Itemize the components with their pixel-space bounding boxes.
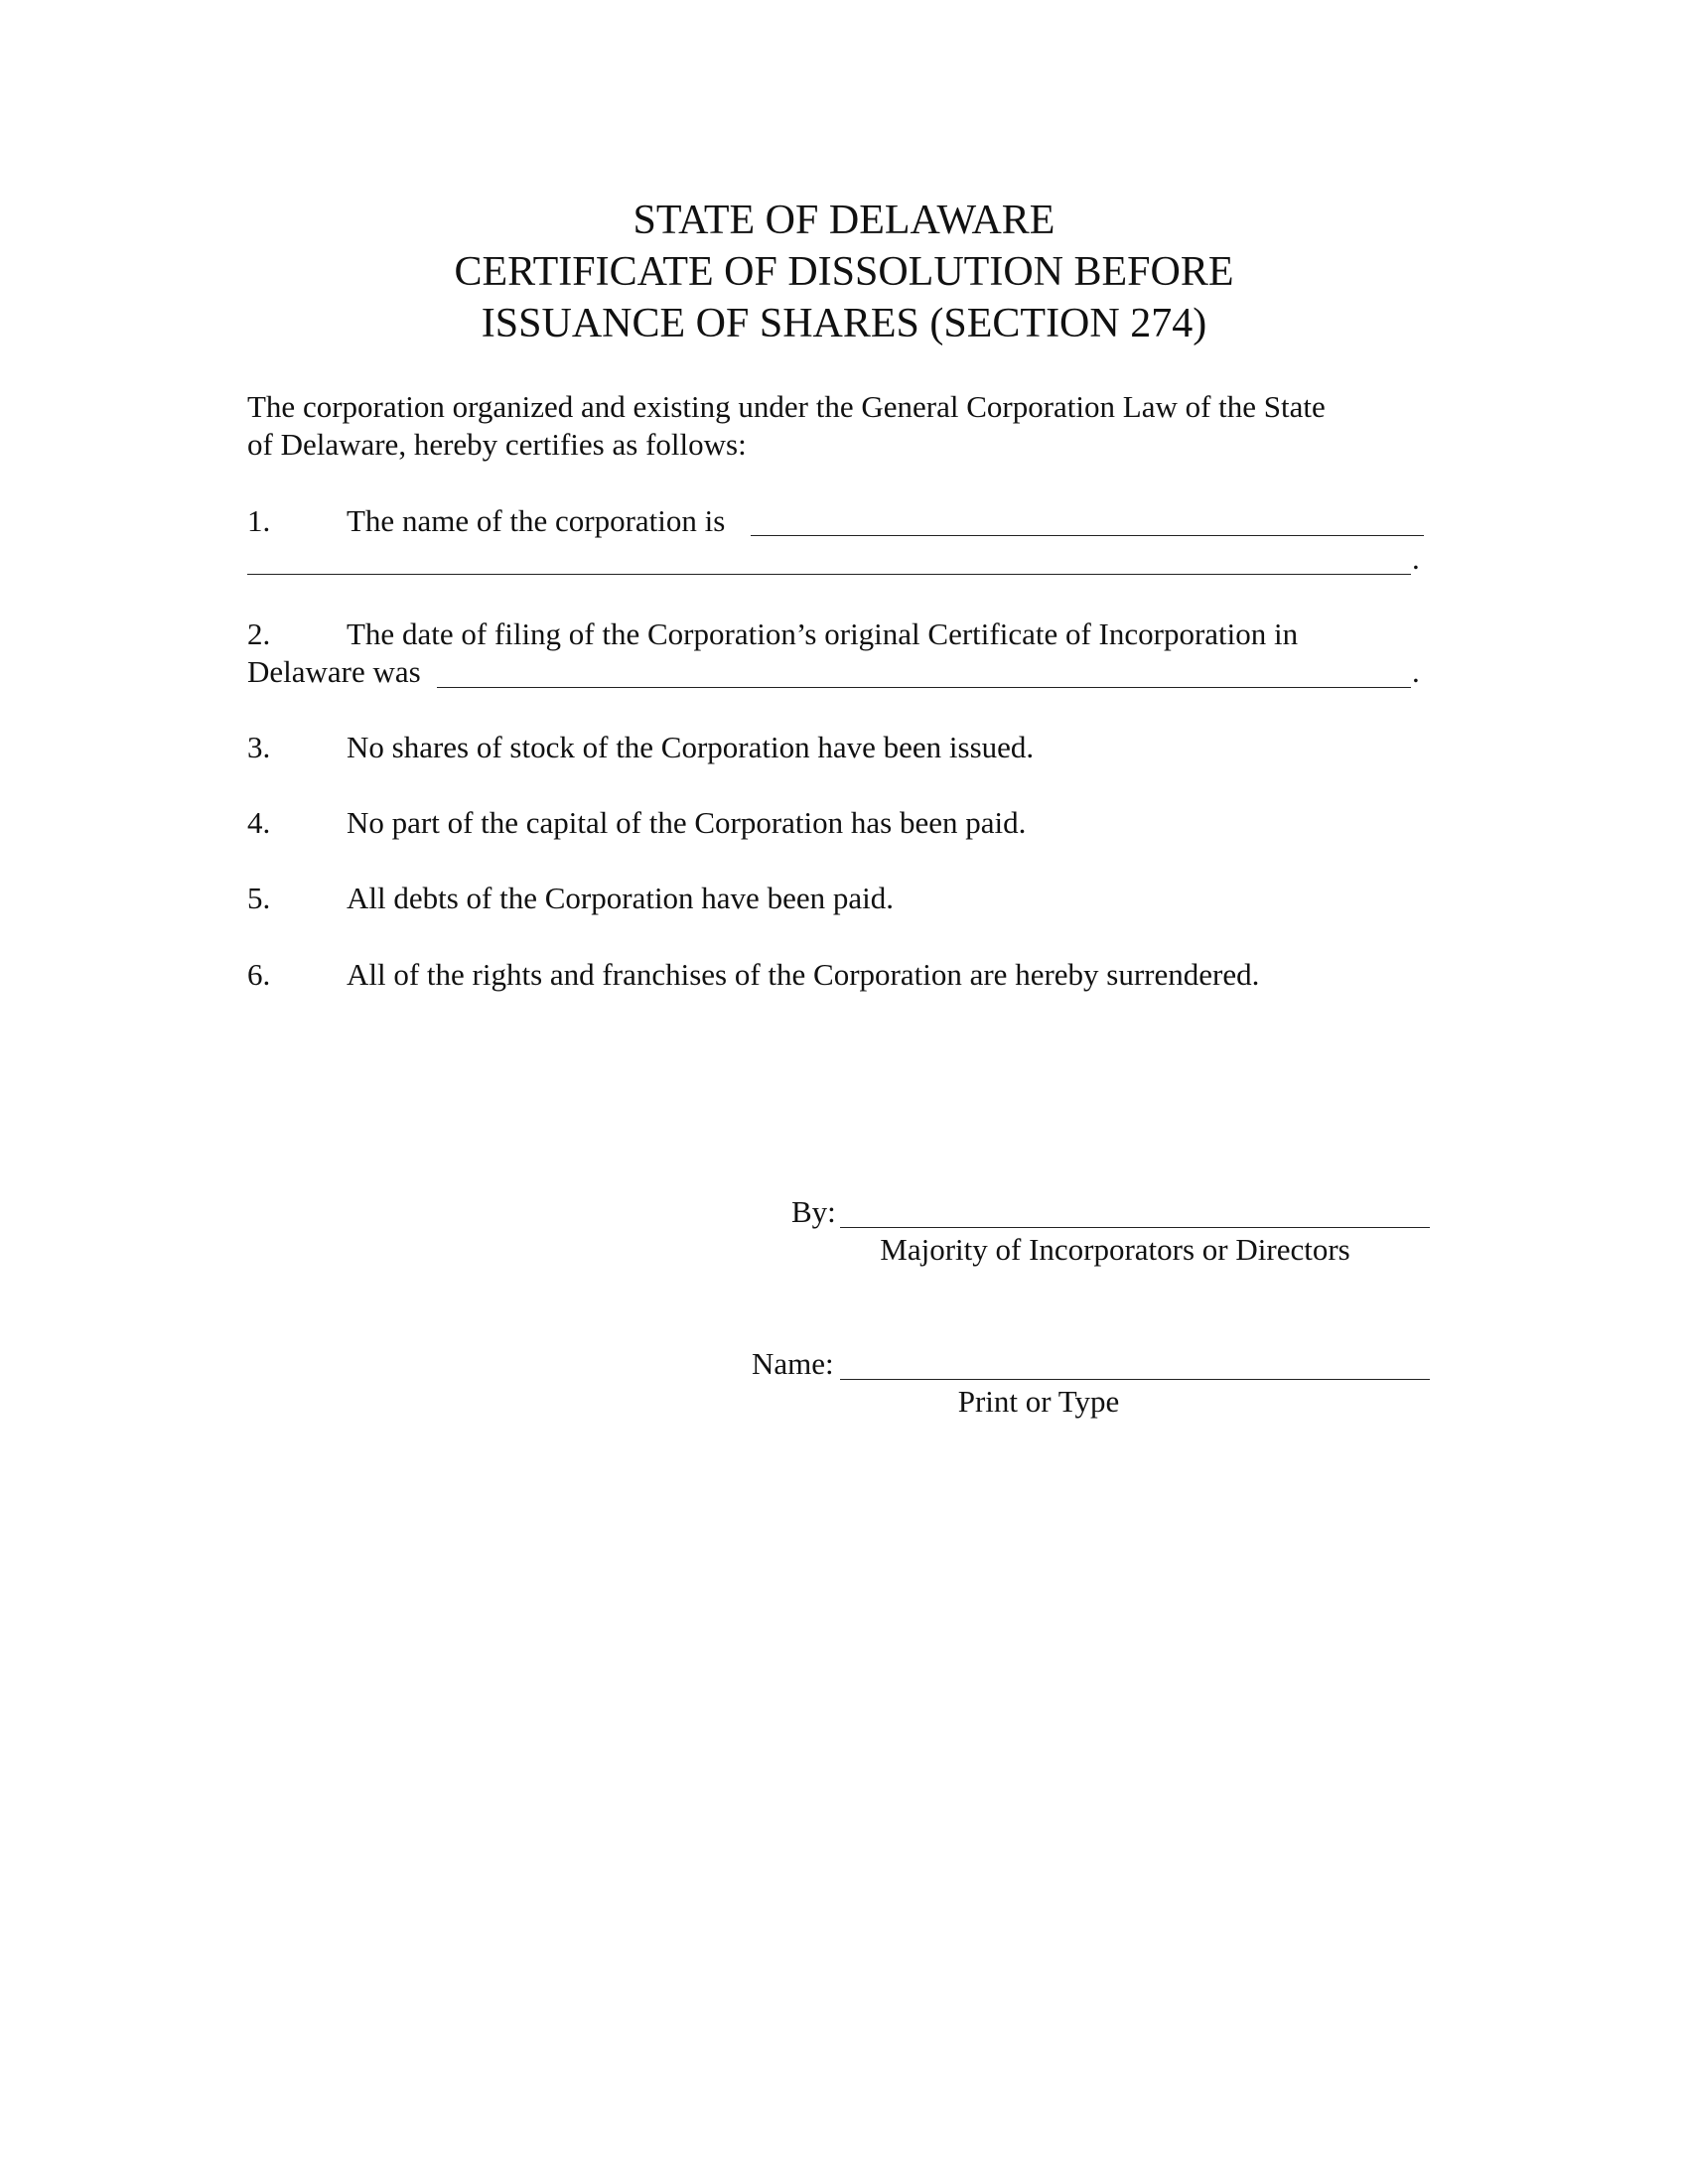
item-2-period: . — [1412, 654, 1420, 689]
incorporation-date-field[interactable] — [437, 687, 1411, 688]
item-1-period: . — [1412, 541, 1420, 576]
printed-name-field[interactable] — [840, 1379, 1430, 1380]
name-caption: Print or Type — [957, 1384, 1120, 1419]
document-title-line-2: CERTIFICATE OF DISSOLUTION BEFORE — [454, 249, 1234, 295]
item-6-number: 6. — [247, 957, 271, 992]
corporation-name-field[interactable] — [751, 535, 1424, 536]
by-caption: Majority of Incorporators or Directors — [880, 1232, 1350, 1267]
document-title-line-3: ISSUANCE OF SHARES (SECTION 274) — [481, 301, 1207, 346]
by-label: By: — [791, 1194, 836, 1229]
item-2-text: The date of filing of the Corporation’s original Certificate of Incorporation in — [347, 616, 1299, 651]
intro-line-1: The corporation organized and existing under the General Corporation Law of the State — [247, 389, 1326, 424]
item-5-number: 5. — [247, 881, 271, 915]
item-3-text: No shares of stock of the Corporation have been issued. — [347, 730, 1035, 764]
item-5-text: All debts of the Corporation have been paid. — [347, 881, 894, 915]
item-1-text: The name of the corporation is — [347, 503, 726, 538]
item-4-number: 4. — [247, 805, 271, 840]
item-1-number: 1. — [247, 503, 271, 538]
item-3-number: 3. — [247, 730, 271, 764]
item-2-text-continued: Delaware was — [247, 654, 421, 689]
item-6-text: All of the rights and franchises of the Corporation are hereby surrendered. — [347, 957, 1260, 992]
corporation-name-field-continued[interactable] — [247, 574, 1411, 575]
item-2-number: 2. — [247, 616, 271, 651]
signature-by-field[interactable] — [840, 1227, 1430, 1228]
document-title-line-1: STATE OF DELAWARE — [633, 198, 1055, 243]
intro-line-2: of Delaware, hereby certifies as follows: — [247, 427, 747, 462]
item-4-text: No part of the capital of the Corporation has been paid. — [347, 805, 1027, 840]
name-label: Name: — [752, 1346, 834, 1381]
